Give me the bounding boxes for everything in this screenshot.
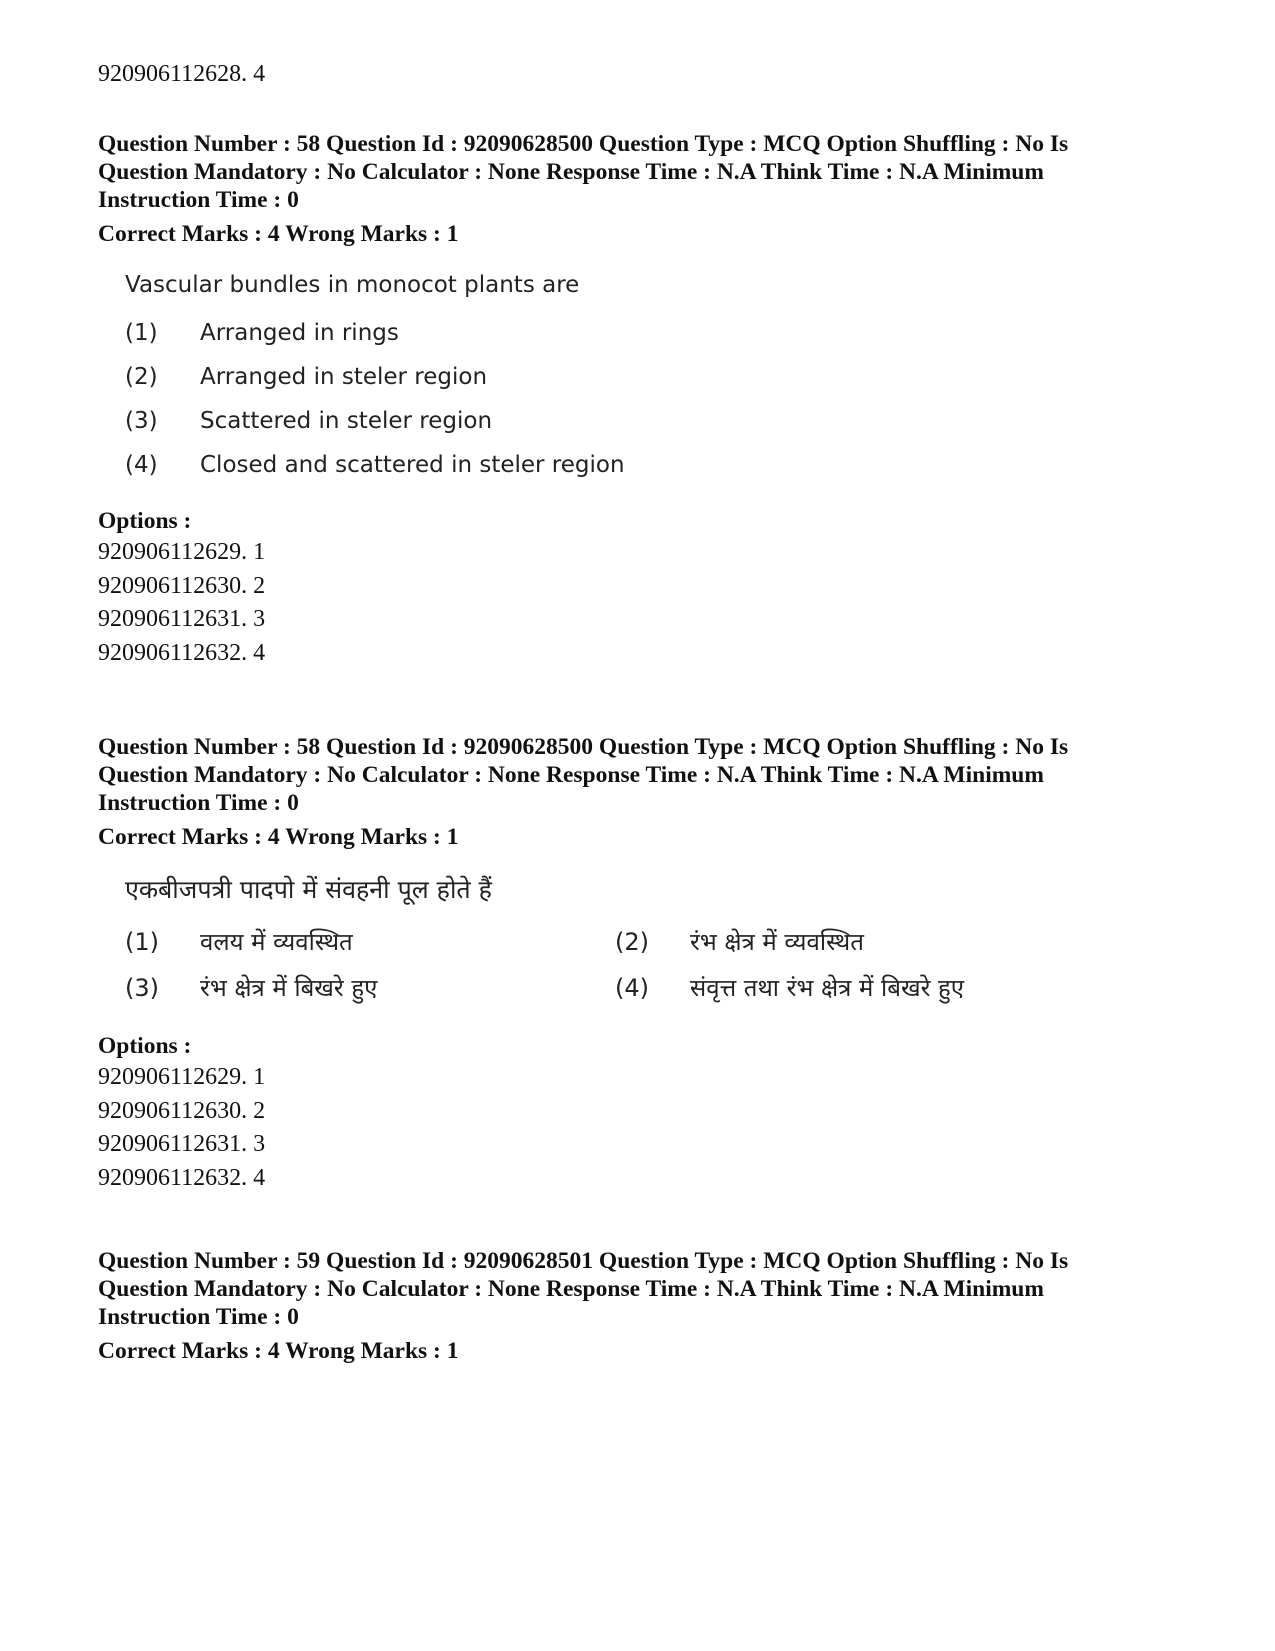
choice-number: (3)	[125, 408, 158, 434]
choice-text: रंभ क्षेत्र में व्यवस्थित	[690, 928, 864, 956]
choice-text: Closed and scattered in steler region	[200, 452, 625, 478]
option-id-line: 920906112630. 2	[98, 1097, 266, 1124]
choice-text: Arranged in steler region	[200, 364, 488, 390]
question-meta-line: Question Number : 59 Question Id : 92090628501 Question Type : MCQ Option Shuffling : No Is	[98, 1248, 1069, 1274]
choice-number: (4)	[615, 974, 649, 1002]
question-block-58-hindi	[98, 733, 1178, 1195]
option-id-line: 920906112631. 3	[98, 606, 266, 632]
choice-text: रंभ क्षेत्र में बिखरे हुए	[200, 974, 378, 1002]
choice-cell	[615, 925, 1035, 959]
question-meta-line: Question Mandatory : No Calculator : None Response Time : N.A Think Time : N.A Minimum	[98, 1276, 1044, 1302]
question-block-59	[98, 1247, 1178, 1365]
option-id-line: 920906112629. 1	[98, 1064, 266, 1090]
marks-line: Correct Marks : 4 Wrong Marks : 1	[98, 1338, 459, 1364]
option-id-line: 920906112632. 4	[98, 639, 266, 666]
marks-line: Correct Marks : 4 Wrong Marks : 1	[98, 824, 459, 850]
question-text: एकबीजपत्री पादपो में संवहनी पूल होते हैं	[125, 875, 492, 904]
previous-option-line: 920906112628. 4	[98, 61, 266, 87]
question-block-58-english	[98, 130, 1178, 670]
choice-number: (1)	[125, 928, 159, 956]
question-text: Vascular bundles in monocot plants are	[125, 272, 580, 298]
question-content	[125, 270, 1178, 480]
question-meta-line: Question Mandatory : No Calculator : None Response Time : N.A Think Time : N.A Minimum	[98, 159, 1044, 185]
question-content	[125, 873, 1178, 1005]
choice-row	[125, 318, 1178, 348]
choice-number: (4)	[125, 452, 158, 478]
choice-text: वलय में व्यवस्थित	[200, 928, 353, 956]
options-heading: Options :	[98, 1033, 192, 1059]
choice-cell	[125, 925, 615, 959]
option-id-line: 920906112629. 1	[98, 539, 266, 565]
question-meta-line: Question Number : 58 Question Id : 92090628500 Question Type : MCQ Option Shuffling : No Is	[98, 131, 1069, 157]
choice-grid	[125, 925, 1178, 1005]
choice-text: Arranged in rings	[200, 320, 399, 346]
question-meta-line: Instruction Time : 0	[98, 187, 299, 213]
question-meta-line: Instruction Time : 0	[98, 1304, 299, 1330]
option-id-line: 920906112630. 2	[98, 572, 266, 599]
option-id-line: 920906112631. 3	[98, 1131, 266, 1157]
option-id-line: 920906112632. 4	[98, 1164, 266, 1191]
choice-number: (3)	[125, 974, 159, 1002]
choice-cell	[125, 971, 615, 1005]
choice-number: (2)	[615, 928, 649, 956]
choice-row	[125, 450, 1178, 480]
choice-cell	[615, 971, 1035, 1005]
choice-row	[125, 362, 1178, 392]
choice-number: (2)	[125, 364, 158, 390]
marks-line: Correct Marks : 4 Wrong Marks : 1	[98, 221, 459, 247]
question-meta-line: Instruction Time : 0	[98, 790, 299, 816]
question-meta-line: Question Number : 58 Question Id : 92090628500 Question Type : MCQ Option Shuffling : No Is	[98, 734, 1069, 760]
options-heading: Options :	[98, 508, 192, 534]
choice-text: Scattered in steler region	[200, 408, 493, 434]
choice-text: संवृत्त तथा रंभ क्षेत्र में बिखरे हुए	[690, 974, 965, 1002]
choice-row	[125, 406, 1178, 436]
question-meta-line: Question Mandatory : No Calculator : None Response Time : N.A Think Time : N.A Minimum	[98, 762, 1044, 788]
choice-number: (1)	[125, 320, 158, 346]
